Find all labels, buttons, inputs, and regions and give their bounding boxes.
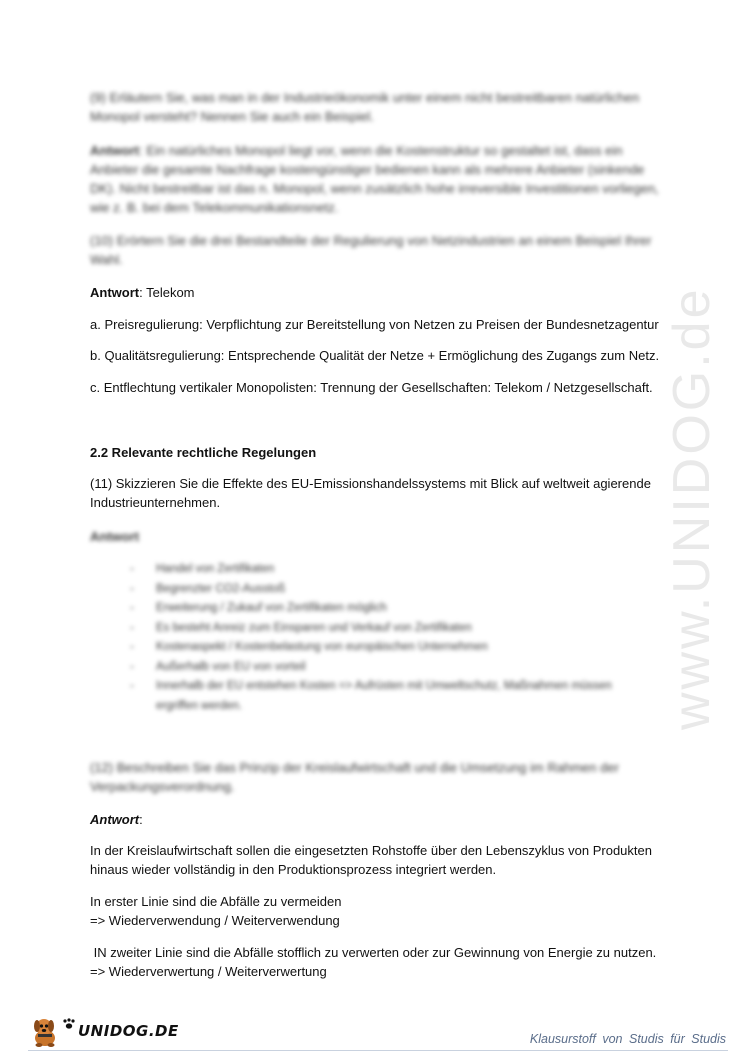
answer-9-label: Antwort <box>90 143 140 158</box>
answer-12-line-3: IN zweiter Linie sind die Abfälle stofflich zu verwerten oder zur Gewinnung von Energie zu nutzen. <box>90 945 657 960</box>
answer-11-label: Antwort <box>90 529 140 544</box>
question-9: (9) Erläutern Sie, was man in der Industrieökonomik unter einem nicht bestreitbaren natürlichen Monopol versteht? Nennen Sie auch ein Beispiel. <box>90 90 640 124</box>
watermark: www.UNIDOG.de <box>663 286 721 730</box>
dog-mascot-icon <box>28 1014 62 1048</box>
answer-12-heading <box>90 810 143 829</box>
list-item: - Außerhalb von EU von vorteil <box>130 658 650 678</box>
list-item: - Innerhalb der EU entstehen Kosten => Aufrüsten mit Umweltschutz, Maßnahmen müssen ergriffen werden. <box>130 677 650 716</box>
answer-9 <box>90 141 665 217</box>
answer-12-label: Antwort <box>90 812 140 827</box>
footer-divider <box>28 1050 728 1051</box>
answer-10-intro <box>90 283 195 302</box>
paw-icon <box>62 1018 76 1030</box>
answer-12-line-1: In erster Linie sind die Abfälle zu vermeiden <box>90 894 342 909</box>
list-item: - Kostenaspekt / Kostenbelastung von europäischen Unternehmen <box>130 638 650 658</box>
answer-10-item-b: b. Qualitätsregulierung: Entsprechende Qualität der Netze + Ermöglichung des Zugangs zum Netz. <box>90 348 660 363</box>
answer-10-intro-text: : Telekom <box>139 285 195 300</box>
logo-text: UNIDOG.DE <box>78 1022 179 1040</box>
unidog-logo <box>28 1014 179 1048</box>
answer-10-label: Antwort <box>90 285 140 300</box>
answer-12-colon: : <box>139 812 143 827</box>
answer-10-item-c: c. Entflechtung vertikaler Monopolisten: Trennung der Gesellschaften: Telekom / Netzgesellschaft. <box>90 380 653 395</box>
list-item: - Erweiterung / Zukauf von Zertifikaten möglich <box>130 599 650 619</box>
section-heading: 2.2 Relevante rechtliche Regelungen <box>90 445 317 460</box>
answer-10-item-a: a. Preisregulierung: Verpflichtung zur Bereitstellung von Netzen zu Preisen der Bundesnetzagentur <box>90 317 659 332</box>
list-item: - Es besteht Anreiz zum Einsparen und Verkauf von Zertifikaten <box>130 619 650 639</box>
list-item: - Handel von Zertifikaten <box>130 560 650 580</box>
question-12: (12) Beschreiben Sie das Prinzip der Kreislaufwirtschaft und die Umsetzung im Rahmen der Verpackungsverordnung. <box>90 760 619 794</box>
answer-12-paragraph: In der Kreislaufwirtschaft sollen die eingesetzten Rohstoffe über den Lebenszyklus von Produkten hinaus wieder vollständig in den Produktionsprozess integriert werden. <box>90 843 652 877</box>
answer-12-line-2: => Wiederverwendung / Weiterverwendung <box>90 913 340 928</box>
list-item: - Begrenzter CO2-Ausstoß <box>130 580 650 600</box>
answer-9-text: : Ein natürliches Monopol liegt vor, wenn die Kostenstruktur so gestaltet ist, dass ein Anbieter die gesamte Nachfrage kostengünstiger bedienen kann als mehrere Anbieter (sinkende DK). Nicht bestreitbar ist das n. Monopol, wenn zusätzlich hohe irreversible Investitionen vorliegen, wie z. B. bei dem Telekommunikationsnetz. <box>90 143 659 215</box>
question-11: (11) Skizzieren Sie die Effekte des EU-Emissionshandelssystems mit Blick auf weltweit agierende Industrieunternehmen. <box>90 476 651 510</box>
question-10: (10) Erörtern Sie die drei Bestandteile der Regulierung von Netzindustrien an einem Beispiel Ihrer Wahl. <box>90 233 652 267</box>
footer-tagline: Klausurstoff von Studis für Studis <box>529 1032 726 1046</box>
answer-12-line-4: => Wiederverwertung / Weiterverwertung <box>90 964 327 979</box>
answer-11-list <box>130 560 650 716</box>
